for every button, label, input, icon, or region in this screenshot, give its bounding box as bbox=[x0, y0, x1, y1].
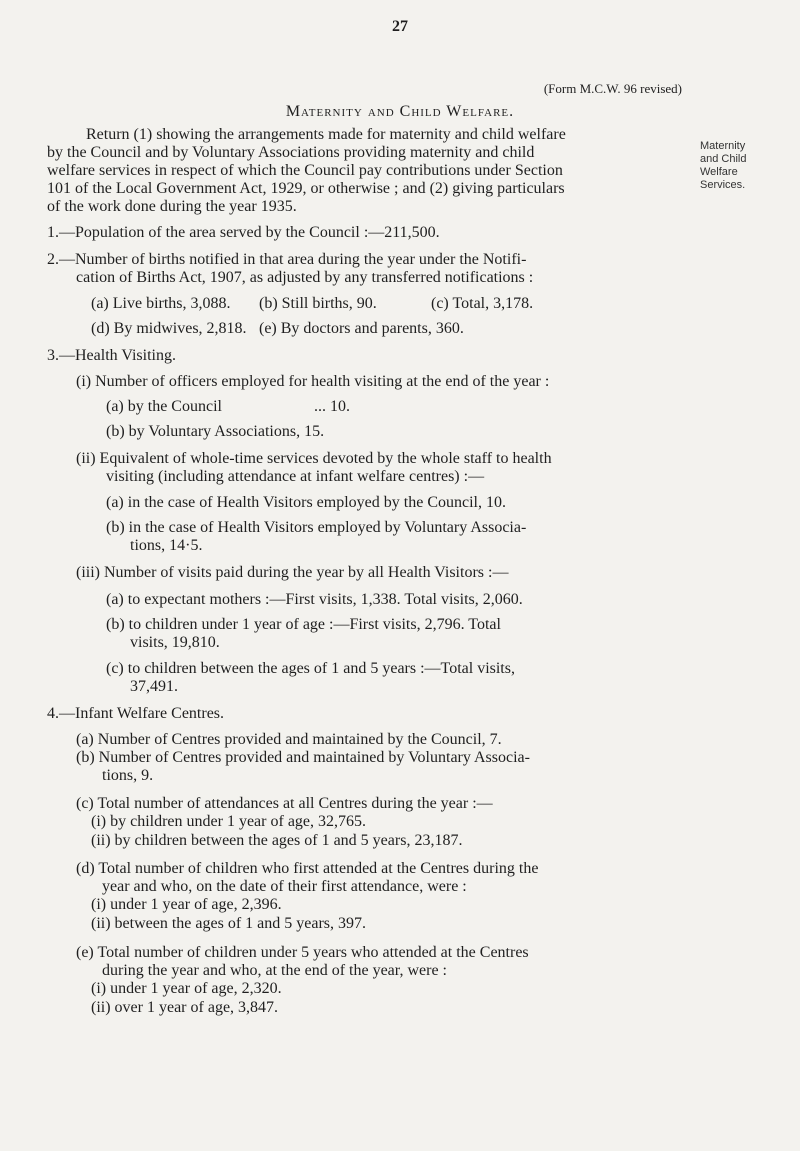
officers-employed: (i) Number of officers employed for health visiting at the end of the year : bbox=[76, 373, 550, 390]
margin-note-line: Services. bbox=[700, 179, 746, 191]
centres-by-voluntary-line: tions, 9. bbox=[102, 767, 154, 784]
intro-line: Return (1) showing the arrangements made for maternity and child welfare bbox=[86, 126, 566, 143]
visits-under-one-line: (b) to children under 1 year of age :—First visits, 2,796. Total bbox=[106, 616, 501, 633]
form-reference: (Form M.C.W. 96 revised) bbox=[543, 81, 682, 96]
population-line: 1.—Population of the area served by the Council :—211,500. bbox=[47, 224, 440, 241]
live-births: (a) Live births, 3,088. bbox=[91, 295, 231, 312]
intro-line: by the Council and by Voluntary Associations providing maternity and child bbox=[47, 144, 535, 161]
births-by-doctors: (e) By doctors and parents, 360. bbox=[259, 320, 464, 337]
births-by-midwives: (d) By midwives, 2,818. bbox=[91, 320, 247, 337]
infant-welfare-title: 4.—Infant Welfare Centres. bbox=[47, 705, 225, 722]
centres-by-voluntary-line: (b) Number of Centres provided and maintained by Voluntary Associa- bbox=[76, 749, 530, 766]
voluntary-visitors-line: tions, 14·5. bbox=[130, 537, 203, 554]
voluntary-visitors-line: (b) in the case of Health Visitors employed by Voluntary Associa- bbox=[106, 519, 527, 536]
attended-total-line: (e) Total number of children under 5 years who attended at the Centres bbox=[76, 944, 529, 961]
margin-note-line: and Child bbox=[700, 153, 747, 165]
health-visiting-title: 3.—Health Visiting. bbox=[47, 347, 176, 364]
intro-line: welfare services in respect of which the Council pay contributions under Section bbox=[47, 162, 563, 179]
attended-over-one: (ii) over 1 year of age, 3,847. bbox=[91, 999, 279, 1016]
still-births: (b) Still births, 90. bbox=[259, 295, 377, 312]
visits-expectant-mothers: (a) to expectant mothers :—First visits, 1,338. Total visits, 2,060. bbox=[106, 591, 523, 608]
margin-note-line: Maternity bbox=[700, 140, 746, 152]
visits-one-to-five-line: (c) to children between the ages of 1 and 5 years :—Total visits, bbox=[106, 660, 515, 677]
first-attended-under-one: (i) under 1 year of age, 2,396. bbox=[91, 896, 282, 913]
visits-under-one-line: visits, 19,810. bbox=[130, 634, 220, 651]
total-births: (c) Total, 3,178. bbox=[431, 295, 534, 312]
officers-by-council-value: ... 10. bbox=[314, 398, 350, 415]
attendances-under-one: (i) by children under 1 year of age, 32,765. bbox=[91, 813, 367, 830]
page-number: 27 bbox=[392, 18, 408, 35]
centres-by-council: (a) Number of Centres provided and maintained by the Council, 7. bbox=[76, 731, 502, 748]
equivalent-services-line: visiting (including attendance at infant welfare centres) :— bbox=[106, 468, 485, 485]
equivalent-services-line: (ii) Equivalent of whole-time services devoted by the whole staff to health bbox=[76, 450, 552, 467]
officers-by-council: (a) by the Council bbox=[106, 398, 222, 415]
first-attended-line: year and who, on the date of their first attendance, were : bbox=[102, 878, 467, 895]
births-heading-line: cation of Births Act, 1907, as adjusted by any transferred notifications : bbox=[76, 269, 534, 286]
attendances-heading: (c) Total number of attendances at all Centres during the year :— bbox=[76, 795, 493, 812]
margin-note bbox=[700, 140, 746, 192]
attended-under-one: (i) under 1 year of age, 2,320. bbox=[91, 980, 282, 997]
attendances-one-to-five: (ii) by children between the ages of 1 and 5 years, 23,187. bbox=[91, 832, 463, 849]
officers-by-voluntary: (b) by Voluntary Associations, 15. bbox=[106, 423, 325, 440]
first-attended-line: (d) Total number of children who first attended at the Centres during the bbox=[76, 860, 539, 877]
council-visitors: (a) in the case of Health Visitors employed by the Council, 10. bbox=[106, 494, 506, 511]
visits-paid-heading: (iii) Number of visits paid during the year by all Health Visitors :— bbox=[76, 564, 509, 581]
attended-total-line: during the year and who, at the end of the year, were : bbox=[102, 962, 447, 979]
margin-note-line: Welfare bbox=[700, 166, 738, 178]
visits-one-to-five-line: 37,491. bbox=[130, 678, 178, 695]
first-attended-one-to-five: (ii) between the ages of 1 and 5 years, 397. bbox=[91, 915, 367, 932]
section-heading: Maternity and Child Welfare. bbox=[285, 103, 515, 120]
intro-line: 101 of the Local Government Act, 1929, or otherwise ; and (2) giving particulars bbox=[47, 180, 565, 197]
intro-line: of the work done during the year 1935. bbox=[47, 198, 297, 215]
births-heading-line: 2.—Number of births notified in that area during the year under the Notifi- bbox=[47, 251, 527, 268]
